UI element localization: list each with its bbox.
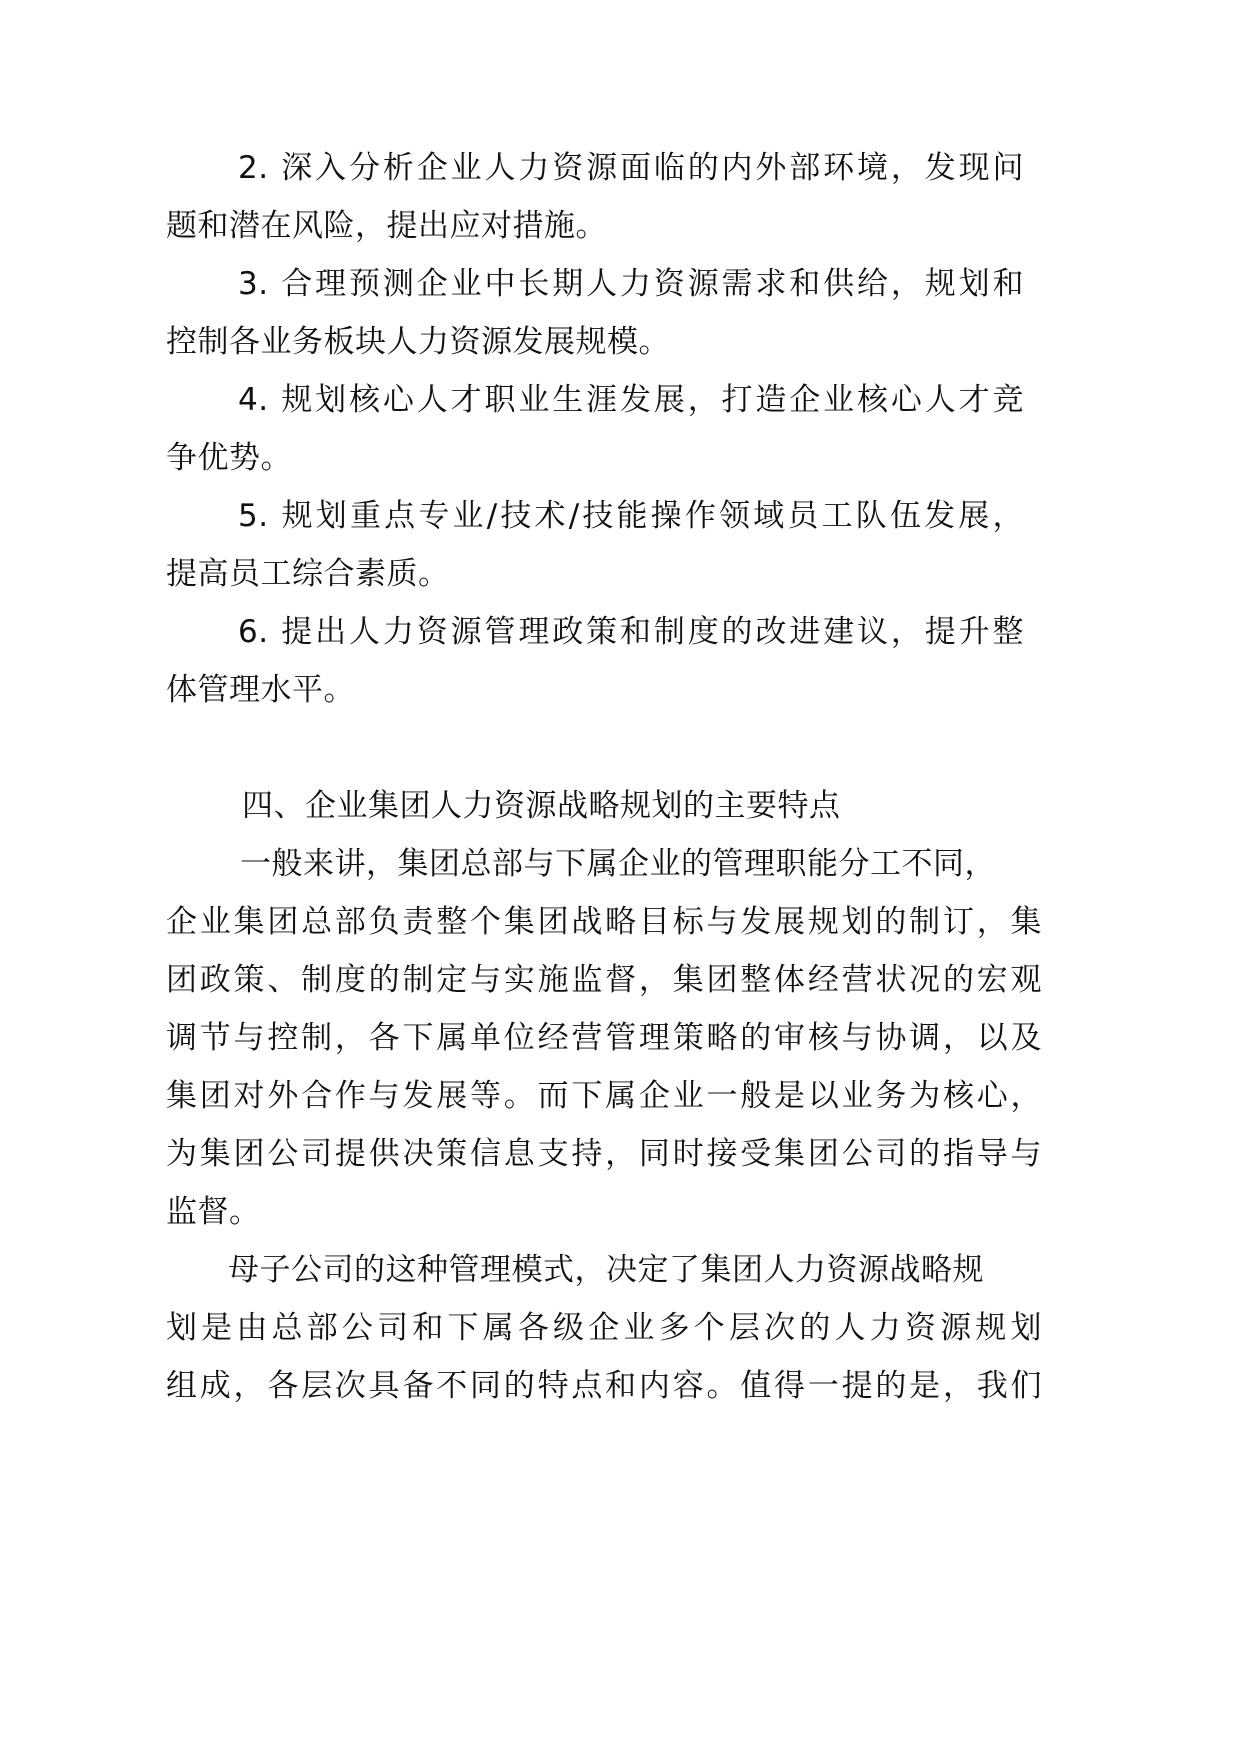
para-general-line-7: 监督。 bbox=[166, 1194, 261, 1230]
para-general-line-5: 集团对外合作与发展等。而下属企业一般是以业务为核心， bbox=[166, 1078, 1042, 1114]
item-6-line-1: 6. 提出人力资源管理政策和制度的改进建议，提升整 bbox=[238, 614, 1024, 650]
item-3-line-1: 3. 合理预测企业中长期人力资源需求和供给，规划和 bbox=[238, 266, 1024, 302]
item-6-line-2: 体管理水平。 bbox=[166, 672, 355, 708]
para-general-line-3: 团政策、制度的制定与实施监督，集团整体经营状况的宏观 bbox=[166, 962, 1042, 998]
item-3-line-2: 控制各业务板块人力资源发展规模。 bbox=[166, 324, 670, 360]
item-4-line-2: 争优势。 bbox=[166, 440, 292, 476]
item-5-line-1: 5. 规划重点专业/技术/技能操作领域员工队伍发展， bbox=[238, 498, 1024, 534]
para-mode-line-1: 母子公司的这种管理模式，决定了集团人力资源战略规 bbox=[228, 1252, 984, 1288]
para-mode-line-2: 划是由总部公司和下属各级企业多个层次的人力资源规划 bbox=[166, 1310, 1042, 1346]
para-mode-line-3: 组成，各层次具备不同的特点和内容。值得一提的是，我们 bbox=[166, 1368, 1042, 1404]
item-2-line-2: 题和潜在风险，提出应对措施。 bbox=[166, 208, 607, 244]
item-5-line-2: 提高员工综合素质。 bbox=[166, 556, 450, 592]
para-general-line-6: 为集团公司提供决策信息支持，同时接受集团公司的指导与 bbox=[166, 1136, 1042, 1172]
para-general-line-1: 一般来讲，集团总部与下属企业的管理职能分工不同， bbox=[240, 846, 996, 882]
para-general-line-4: 调节与控制，各下属单位经营管理策略的审核与协调，以及 bbox=[166, 1020, 1042, 1056]
item-2-line-1: 2. 深入分析企业人力资源面临的内外部环境，发现问 bbox=[238, 150, 1024, 186]
para-general-line-2: 企业集团总部负责整个集团战略目标与发展规划的制订，集 bbox=[166, 904, 1042, 940]
section-heading: 四、企业集团人力资源战略规划的主要特点 bbox=[242, 788, 841, 824]
item-4-line-1: 4. 规划核心人才职业生涯发展，打造企业核心人才竞 bbox=[238, 382, 1024, 418]
